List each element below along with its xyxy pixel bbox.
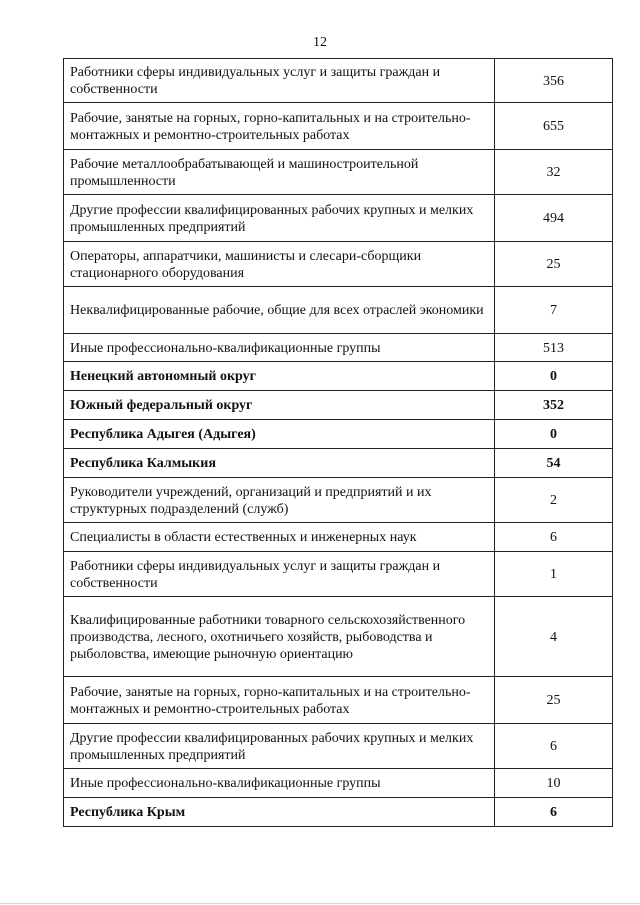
row-name-cell: Республика Калмыкия	[64, 449, 495, 478]
row-value-cell: 2	[495, 478, 613, 523]
row-value-cell: 10	[495, 769, 613, 798]
row-value-cell: 32	[495, 150, 613, 195]
row-value-cell: 494	[495, 195, 613, 242]
table-row	[64, 597, 613, 677]
row-value-cell: 7	[495, 287, 613, 334]
row-name-cell: Неквалифицированные рабочие, общие для всех отраслей экономики	[64, 287, 495, 334]
table-row	[64, 242, 613, 287]
table-row	[64, 420, 613, 449]
row-value-cell: 6	[495, 523, 613, 552]
row-name-cell: Рабочие, занятые на горных, горно-капитальных и на строительно-монтажных и ремонтно-строительных работах	[64, 103, 495, 150]
row-value-cell: 352	[495, 391, 613, 420]
row-name-cell: Квалифицированные работники товарного сельскохозяйственного производства, лесного, охотничьего хозяйств, рыбоводства и рыболовства, имеющие рыночную ориентацию	[64, 597, 495, 677]
row-name-cell: Другие профессии квалифицированных рабочих крупных и мелких промышленных предприятий	[64, 195, 495, 242]
row-name-cell: Операторы, аппаратчики, машинисты и слесари-сборщики стационарного оборудования	[64, 242, 495, 287]
table-row	[64, 362, 613, 391]
occupation-table	[63, 58, 613, 827]
row-value-cell: 54	[495, 449, 613, 478]
row-value-cell: 25	[495, 242, 613, 287]
row-value-cell: 6	[495, 724, 613, 769]
row-value-cell: 25	[495, 677, 613, 724]
row-name-cell: Республика Адыгея (Адыгея)	[64, 420, 495, 449]
table-row	[64, 334, 613, 362]
table-row	[64, 287, 613, 334]
row-value-cell: 0	[495, 362, 613, 391]
page-number: 12	[313, 35, 327, 50]
table-row	[64, 724, 613, 769]
table-row	[64, 449, 613, 478]
row-name-cell: Специалисты в области естественных и инженерных наук	[64, 523, 495, 552]
table-row	[64, 391, 613, 420]
table-row	[64, 552, 613, 597]
table-row	[64, 769, 613, 798]
table-row	[64, 523, 613, 552]
row-name-cell: Работники сферы индивидуальных услуг и защиты граждан и собственности	[64, 59, 495, 103]
row-value-cell: 356	[495, 59, 613, 103]
table-row	[64, 150, 613, 195]
row-name-cell: Иные профессионально-квалификационные группы	[64, 334, 495, 362]
row-value-cell: 1	[495, 552, 613, 597]
table-row	[64, 798, 613, 827]
table-body	[64, 59, 613, 827]
row-name-cell: Иные профессионально-квалификационные группы	[64, 769, 495, 798]
row-value-cell: 4	[495, 597, 613, 677]
table-row	[64, 195, 613, 242]
row-name-cell: Работники сферы индивидуальных услуг и защиты граждан и собственности	[64, 552, 495, 597]
row-value-cell: 655	[495, 103, 613, 150]
row-name-cell: Республика Крым	[64, 798, 495, 827]
page-edge-line	[0, 903, 640, 904]
row-name-cell: Южный федеральный округ	[64, 391, 495, 420]
row-name-cell: Руководители учреждений, организаций и предприятий и их структурных подразделений (служб)	[64, 478, 495, 523]
table-row	[64, 59, 613, 103]
row-name-cell: Рабочие, занятые на горных, горно-капитальных и на строительно-монтажных и ремонтно-строительных работах	[64, 677, 495, 724]
row-name-cell: Другие профессии квалифицированных рабочих крупных и мелких промышленных предприятий	[64, 724, 495, 769]
row-value-cell: 6	[495, 798, 613, 827]
row-name-cell: Ненецкий автономный округ	[64, 362, 495, 391]
row-value-cell: 0	[495, 420, 613, 449]
row-value-cell: 513	[495, 334, 613, 362]
row-name-cell: Рабочие металлообрабатывающей и машиностроительной промышленности	[64, 150, 495, 195]
table-row	[64, 103, 613, 150]
table-row	[64, 478, 613, 523]
table-row	[64, 677, 613, 724]
